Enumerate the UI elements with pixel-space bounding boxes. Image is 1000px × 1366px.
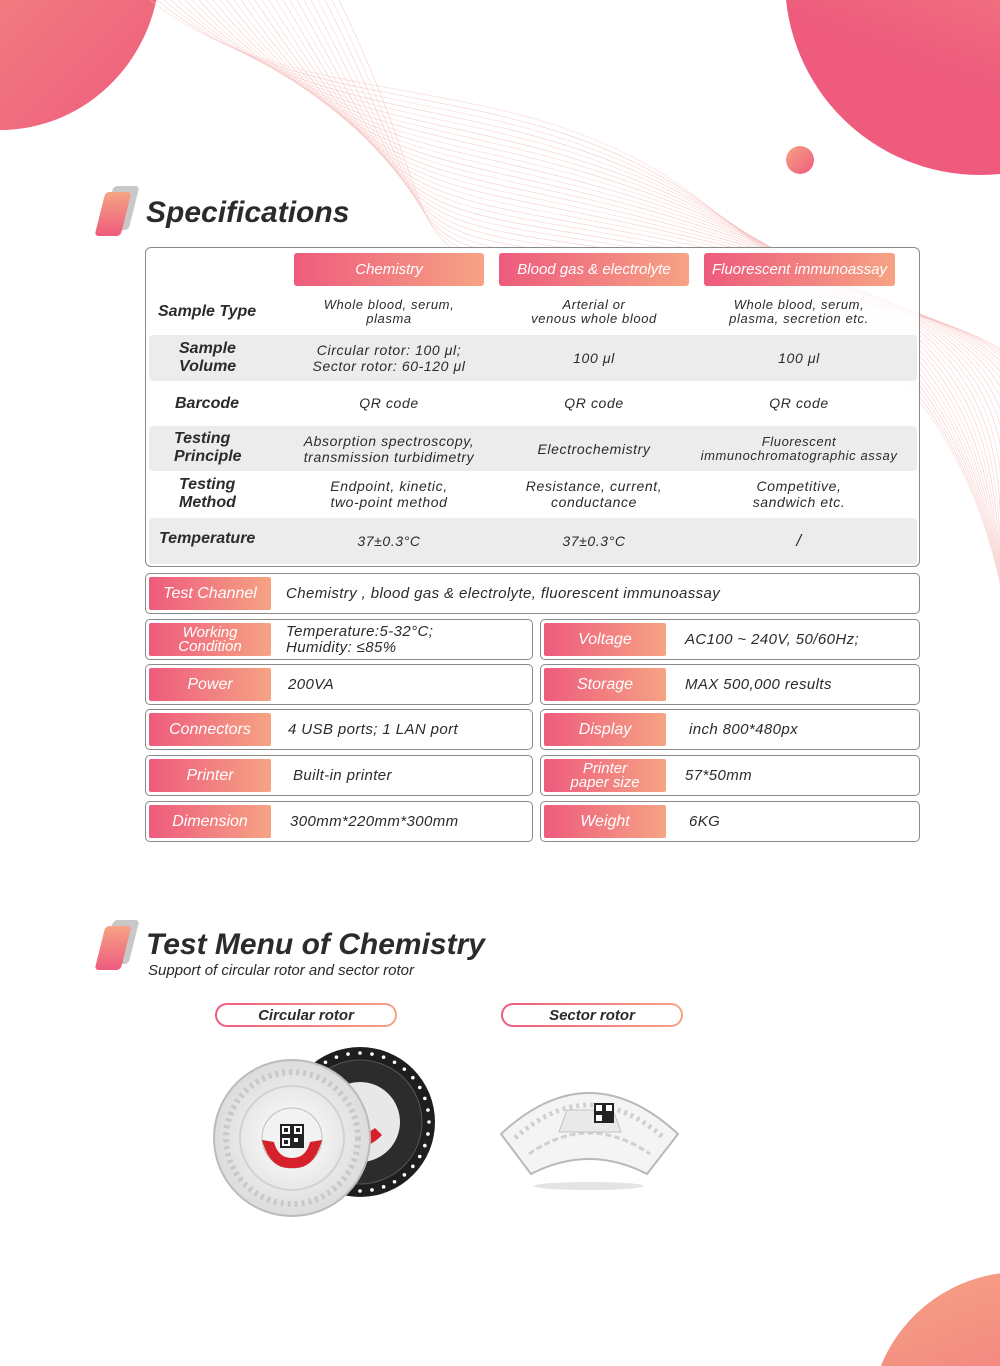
info-box-working-condition xyxy=(145,619,533,660)
info-label-printer-paper: Printer paper size xyxy=(544,759,666,792)
column-header-fluorescent: Fluorescent immunoassay xyxy=(704,253,895,286)
decor-circle-bottom-right xyxy=(870,1272,1000,1366)
table-cell: Whole blood, serum, plasma, secretion etc. xyxy=(729,297,869,326)
info-box-printer-paper xyxy=(540,755,920,796)
info-label-printer: Printer xyxy=(149,759,271,792)
info-value-display: inch 800*480px xyxy=(689,720,799,738)
table-cell: 100 μl xyxy=(573,350,615,366)
info-box-connectors xyxy=(145,709,533,750)
table-cell: / xyxy=(796,531,802,550)
row-label-sample-type: Sample Type xyxy=(158,303,257,320)
specifications-table xyxy=(145,247,920,567)
info-value-storage: MAX 500,000 results xyxy=(685,675,832,693)
decor-dot xyxy=(786,146,814,174)
test-menu-subtitle: Support of circular rotor and sector rotor xyxy=(148,962,414,979)
table-cell: Arterial or venous whole blood xyxy=(531,297,657,326)
info-box-power xyxy=(145,664,533,705)
info-value-weight: 6KG xyxy=(689,812,721,830)
table-cell: QR code xyxy=(564,395,624,411)
circular-rotor-label: Circular rotor xyxy=(217,1005,395,1025)
info-label-connectors: Connectors xyxy=(149,713,271,746)
info-value-test-channel: Chemistry , blood gas & electrolyte, fluorescent immunoassay xyxy=(286,584,721,602)
sector-rotor-pill xyxy=(501,1003,683,1027)
table-cell: 37±0.3°C xyxy=(562,533,626,549)
info-label-voltage: Voltage xyxy=(544,623,666,656)
info-box-display xyxy=(540,709,920,750)
table-cell: QR code xyxy=(769,395,829,411)
info-label-display: Display xyxy=(544,713,666,746)
row-label-temperature: Temperature xyxy=(159,530,256,547)
info-box-storage xyxy=(540,664,920,705)
info-box-dimension xyxy=(145,801,533,842)
table-cell: Endpoint, kinetic, two-point method xyxy=(330,478,448,510)
row-label-testing-method: Testing Method xyxy=(179,476,236,511)
info-value-printer: Built-in printer xyxy=(293,766,392,784)
table-cell: Whole blood, serum, plasma xyxy=(323,297,455,326)
circular-rotor-image xyxy=(210,1040,440,1225)
circular-rotor-pill xyxy=(215,1003,397,1027)
info-label-test-channel: Test Channel xyxy=(149,577,271,610)
table-cell: Circular rotor: 100 μl; Sector rotor: 60-120 μl xyxy=(312,342,466,374)
info-box-test-channel xyxy=(145,573,920,614)
info-value-working-condition: Temperature:5-32°C; Humidity: ≤85% xyxy=(286,622,434,656)
decor-circle-top-right xyxy=(785,0,1000,175)
row-label-barcode: Barcode xyxy=(175,395,240,412)
info-box-voltage xyxy=(540,619,920,660)
info-label-storage: Storage xyxy=(544,668,666,701)
info-label-power: Power xyxy=(149,668,271,701)
row-label-testing-principle: Testing Principle xyxy=(174,430,242,465)
table-cell: Fluorescent immunochromatographic assay xyxy=(700,433,898,463)
info-value-connectors: 4 USB ports; 1 LAN port xyxy=(288,720,459,738)
info-label-dimension: Dimension xyxy=(149,805,271,838)
info-box-printer xyxy=(145,755,533,796)
info-label-weight: Weight xyxy=(544,805,666,838)
table-cell: 37±0.3°C xyxy=(357,533,421,549)
info-value-printer-paper: 57*50mm xyxy=(685,766,752,784)
table-cell: QR code xyxy=(359,395,419,411)
test-menu-title: Test Menu of Chemistry xyxy=(146,928,485,961)
sector-rotor-label: Sector rotor xyxy=(503,1005,681,1025)
info-value-voltage: AC100 ~ 240V, 50/60Hz; xyxy=(685,630,860,648)
info-label-working-condition: Working Condition xyxy=(149,623,271,656)
column-header-chemistry: Chemistry xyxy=(294,253,484,286)
info-value-dimension: 300mm*220mm*300mm xyxy=(290,812,459,830)
sector-rotor-image xyxy=(497,1082,682,1194)
specifications-title: Specifications xyxy=(146,196,350,229)
table-cell: Resistance, current, conductance xyxy=(525,478,663,510)
table-cell: Electrochemistry xyxy=(537,440,651,457)
table-cell: 100 μl xyxy=(778,350,820,366)
table-cell: Competitive, sandwich etc. xyxy=(752,478,846,510)
table-cell: Absorption spectroscopy, transmission turbidimetry xyxy=(303,432,475,465)
decor-circle-top-left xyxy=(0,0,160,130)
section-marker-icon xyxy=(96,920,140,970)
row-label-sample-volume: Sample Volume xyxy=(179,340,237,375)
info-box-weight xyxy=(540,801,920,842)
info-value-power: 200VA xyxy=(288,675,335,693)
column-header-blood-gas: Blood gas & electrolyte xyxy=(499,253,689,286)
section-marker-icon xyxy=(96,186,140,236)
